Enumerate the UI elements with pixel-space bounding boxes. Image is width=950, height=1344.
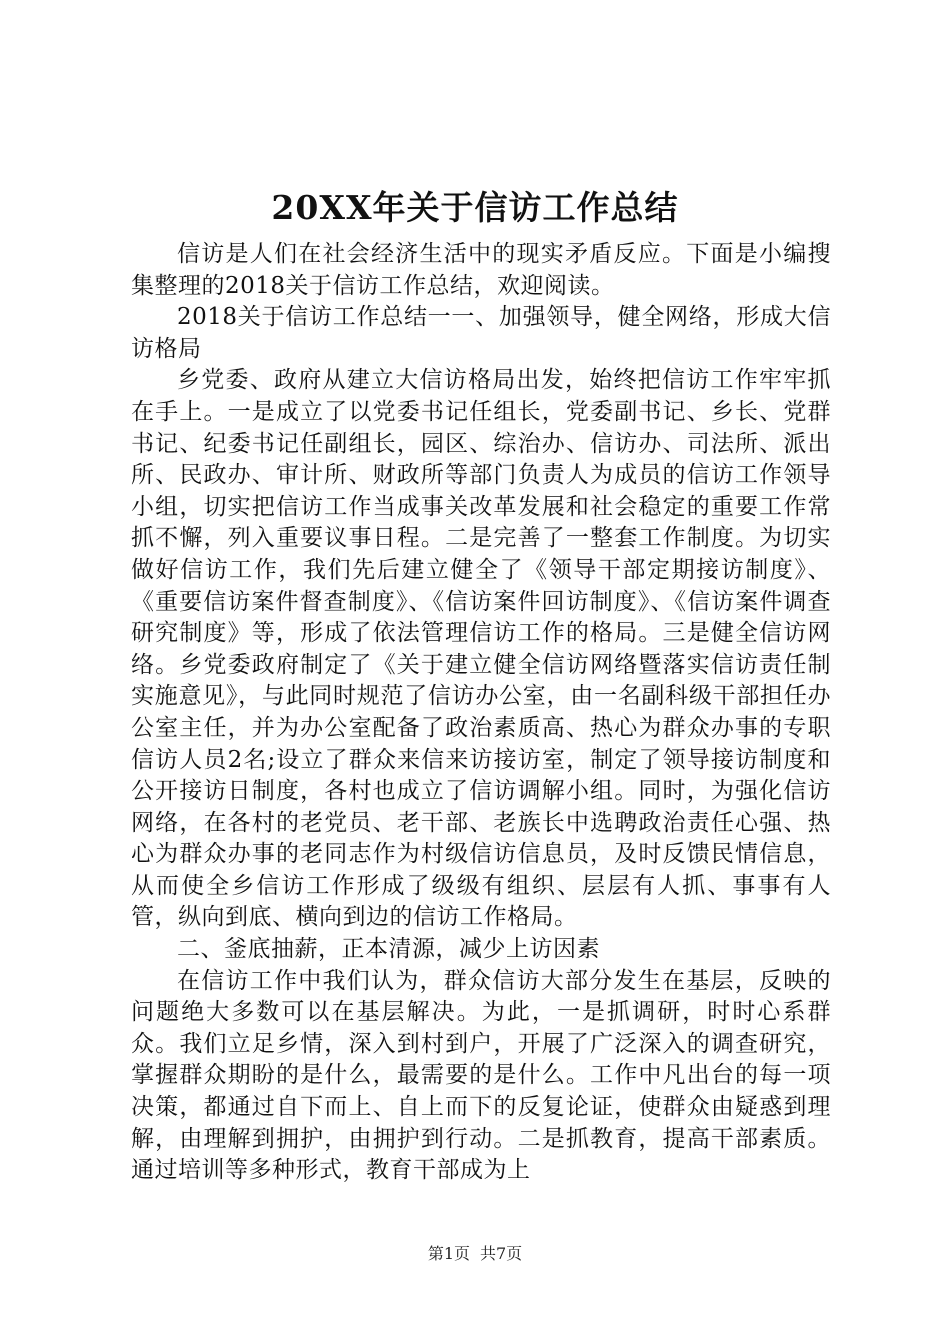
paragraph-heading-two: 二、釜底抽薪，正本清源，减少上访因素 <box>177 936 600 963</box>
page-total: 共7页 <box>480 1244 523 1263</box>
page-footer <box>0 1243 950 1265</box>
paragraph-intro: 信访是人们在社会经济生活中的现实矛盾反应。下面是小编搜集整理的2018关于信访工作总结，欢迎阅读。 <box>131 241 831 299</box>
paragraph-heading-one: 2018关于信访工作总结一一、加强领导，健全网络，形成大信访格局 <box>131 304 831 362</box>
paragraph-section-two: 在信访工作中我们认为，群众信访大部分发生在基层，反映的问题绝大多数可以在基层解决。为此，一是抓调研，时时心系群众。我们立足乡情，深入到村到户，开展了广泛深入的调查研究，掌握群众期盼的是什么，最需要的是什么。工作中凡出台的每一项决策，都通过自下而上、自上而下的反复论证，使群众由疑惑到理解，由理解到拥护，由拥护到行动。二是抓教育，提高干部素质。通过培训等多种形式，教育干部成为上 <box>131 967 831 1184</box>
document-title: 20XX年关于信访工作总结 <box>271 188 679 227</box>
paragraph-section-one: 乡党委、政府从建立大信访格局出发，始终把信访工作牢牢抓在手上。一是成立了以党委书记任组长，党委副书记、乡长、党群书记、纪委书记任副组长，园区、综治办、信访办、司法所、派出所、民政办、审计所、财政所等部门负责人为成员的信访工作领导小组，切实把信访工作当成事关改革发展和社会稳定的重要工作常抓不懈，列入重要议事日程。二是完善了一整套工作制度。为切实做好信访工作，我们先后建立健全了《领导干部定期接访制度》、《重要信访案件督查制度》、《信访案件回访制度》、《信访案件调查研究制度》等，形成了依法管理信访工作的格局。三是健全信访网络。乡党委政府制定了《关于建立健全信访网络暨落实信访责任制实施意见》，与此同时规范了信访办公室，由一名副科级干部担任办公室主任，并为办公室配备了政治素质高、热心为群众办事的专职信访人员2名;设立了群众来信来访接访室，制定了领导接访制度和公开接访日制度，各村也成立了信访调解小组。同时，为强化信访网络，在各村的老党员、老干部、老族长中选聘政治责任心强、热心为群众办事的老同志作为村级信访信息员，及时反馈民情信息，从而使全乡信访工作形成了级级有组织、层层有人抓、事事有人管，纵向到底、横向到边的信访工作格局。 <box>131 367 831 931</box>
page-number: 第1页 <box>427 1244 470 1263</box>
document-body <box>131 239 831 1187</box>
